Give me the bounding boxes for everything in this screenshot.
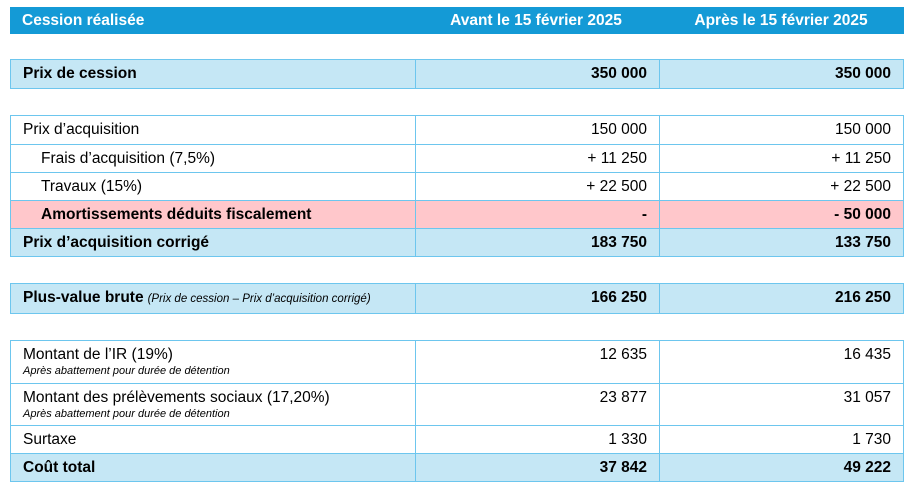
value-avant: 12 635	[415, 341, 659, 383]
value-avant: 23 877	[415, 384, 659, 425]
header-cell-cession-realisee: Cession réalisée	[22, 12, 145, 29]
row-travaux	[11, 172, 903, 200]
row-label: Prix d’acquisition corrigé	[23, 234, 210, 251]
value-avant: 350 000	[415, 60, 659, 88]
row-label: Surtaxe	[23, 431, 77, 448]
row-surtaxe	[11, 425, 903, 453]
value-avant: -	[415, 201, 659, 228]
plus-value-label: Plus-value brute	[23, 289, 144, 306]
value-apres: 133 750	[659, 229, 903, 256]
value-apres: 216 250	[659, 284, 903, 313]
row-label	[11, 384, 415, 425]
row-montant-ir	[11, 341, 903, 383]
value-apres: 350 000	[659, 60, 903, 88]
value-apres: 49 222	[659, 454, 903, 481]
table-header-row	[10, 7, 904, 34]
value-apres: 31 057	[659, 384, 903, 425]
value-avant: 183 750	[415, 229, 659, 256]
row-label: Amortissements déduits fiscalement	[41, 206, 312, 223]
value-apres: 150 000	[659, 116, 903, 144]
plus-value-formula-note: (Prix de cession – Prix d’acquisition corrigé)	[147, 293, 371, 305]
value-apres: 16 435	[659, 341, 903, 383]
value-avant: + 22 500	[415, 173, 659, 200]
row-label: Travaux (15%)	[41, 178, 143, 195]
row-prelevements-sociaux	[11, 383, 903, 425]
value-apres: 1 730	[659, 426, 903, 453]
value-avant: 1 330	[415, 426, 659, 453]
value-avant: 150 000	[415, 116, 659, 144]
row-label	[11, 341, 415, 383]
value-apres: + 22 500	[659, 173, 903, 200]
header-cell-apres-15-fevrier: Après le 15 février 2025	[694, 12, 868, 29]
value-avant: 37 842	[415, 454, 659, 481]
prelevements-label: Montant des prélèvements sociaux (17,20%)	[23, 389, 330, 406]
ir-abattement-note: Après abattement pour durée de détention	[23, 365, 230, 377]
row-label: Prix de cession	[23, 65, 137, 82]
row-label	[11, 284, 415, 313]
header-cell-avant-15-fevrier: Avant le 15 février 2025	[450, 12, 622, 29]
row-prix-acquisition	[11, 116, 903, 144]
section-impots-cout-total	[10, 340, 904, 482]
row-prix-acquisition-corrige	[11, 228, 903, 256]
value-apres: - 50 000	[659, 201, 903, 228]
value-avant: 166 250	[415, 284, 659, 313]
row-prix-de-cession	[11, 60, 903, 88]
row-cout-total	[11, 453, 903, 481]
ir-label: Montant de l’IR (19%)	[23, 346, 173, 363]
row-frais-acquisition	[11, 144, 903, 172]
row-label: Frais d’acquisition (7,5%)	[41, 150, 216, 167]
prelevements-abattement-note: Après abattement pour durée de détention	[23, 408, 230, 420]
row-label: Coût total	[23, 459, 96, 476]
value-apres: + 11 250	[659, 145, 903, 172]
row-label: Prix d’acquisition	[23, 121, 140, 138]
section-prix-de-cession	[10, 59, 904, 89]
section-prix-acquisition	[10, 115, 904, 257]
row-plus-value-brute	[11, 284, 903, 313]
value-avant: + 11 250	[415, 145, 659, 172]
section-plus-value-brute	[10, 283, 904, 314]
row-amortissements-deduits	[11, 200, 903, 228]
